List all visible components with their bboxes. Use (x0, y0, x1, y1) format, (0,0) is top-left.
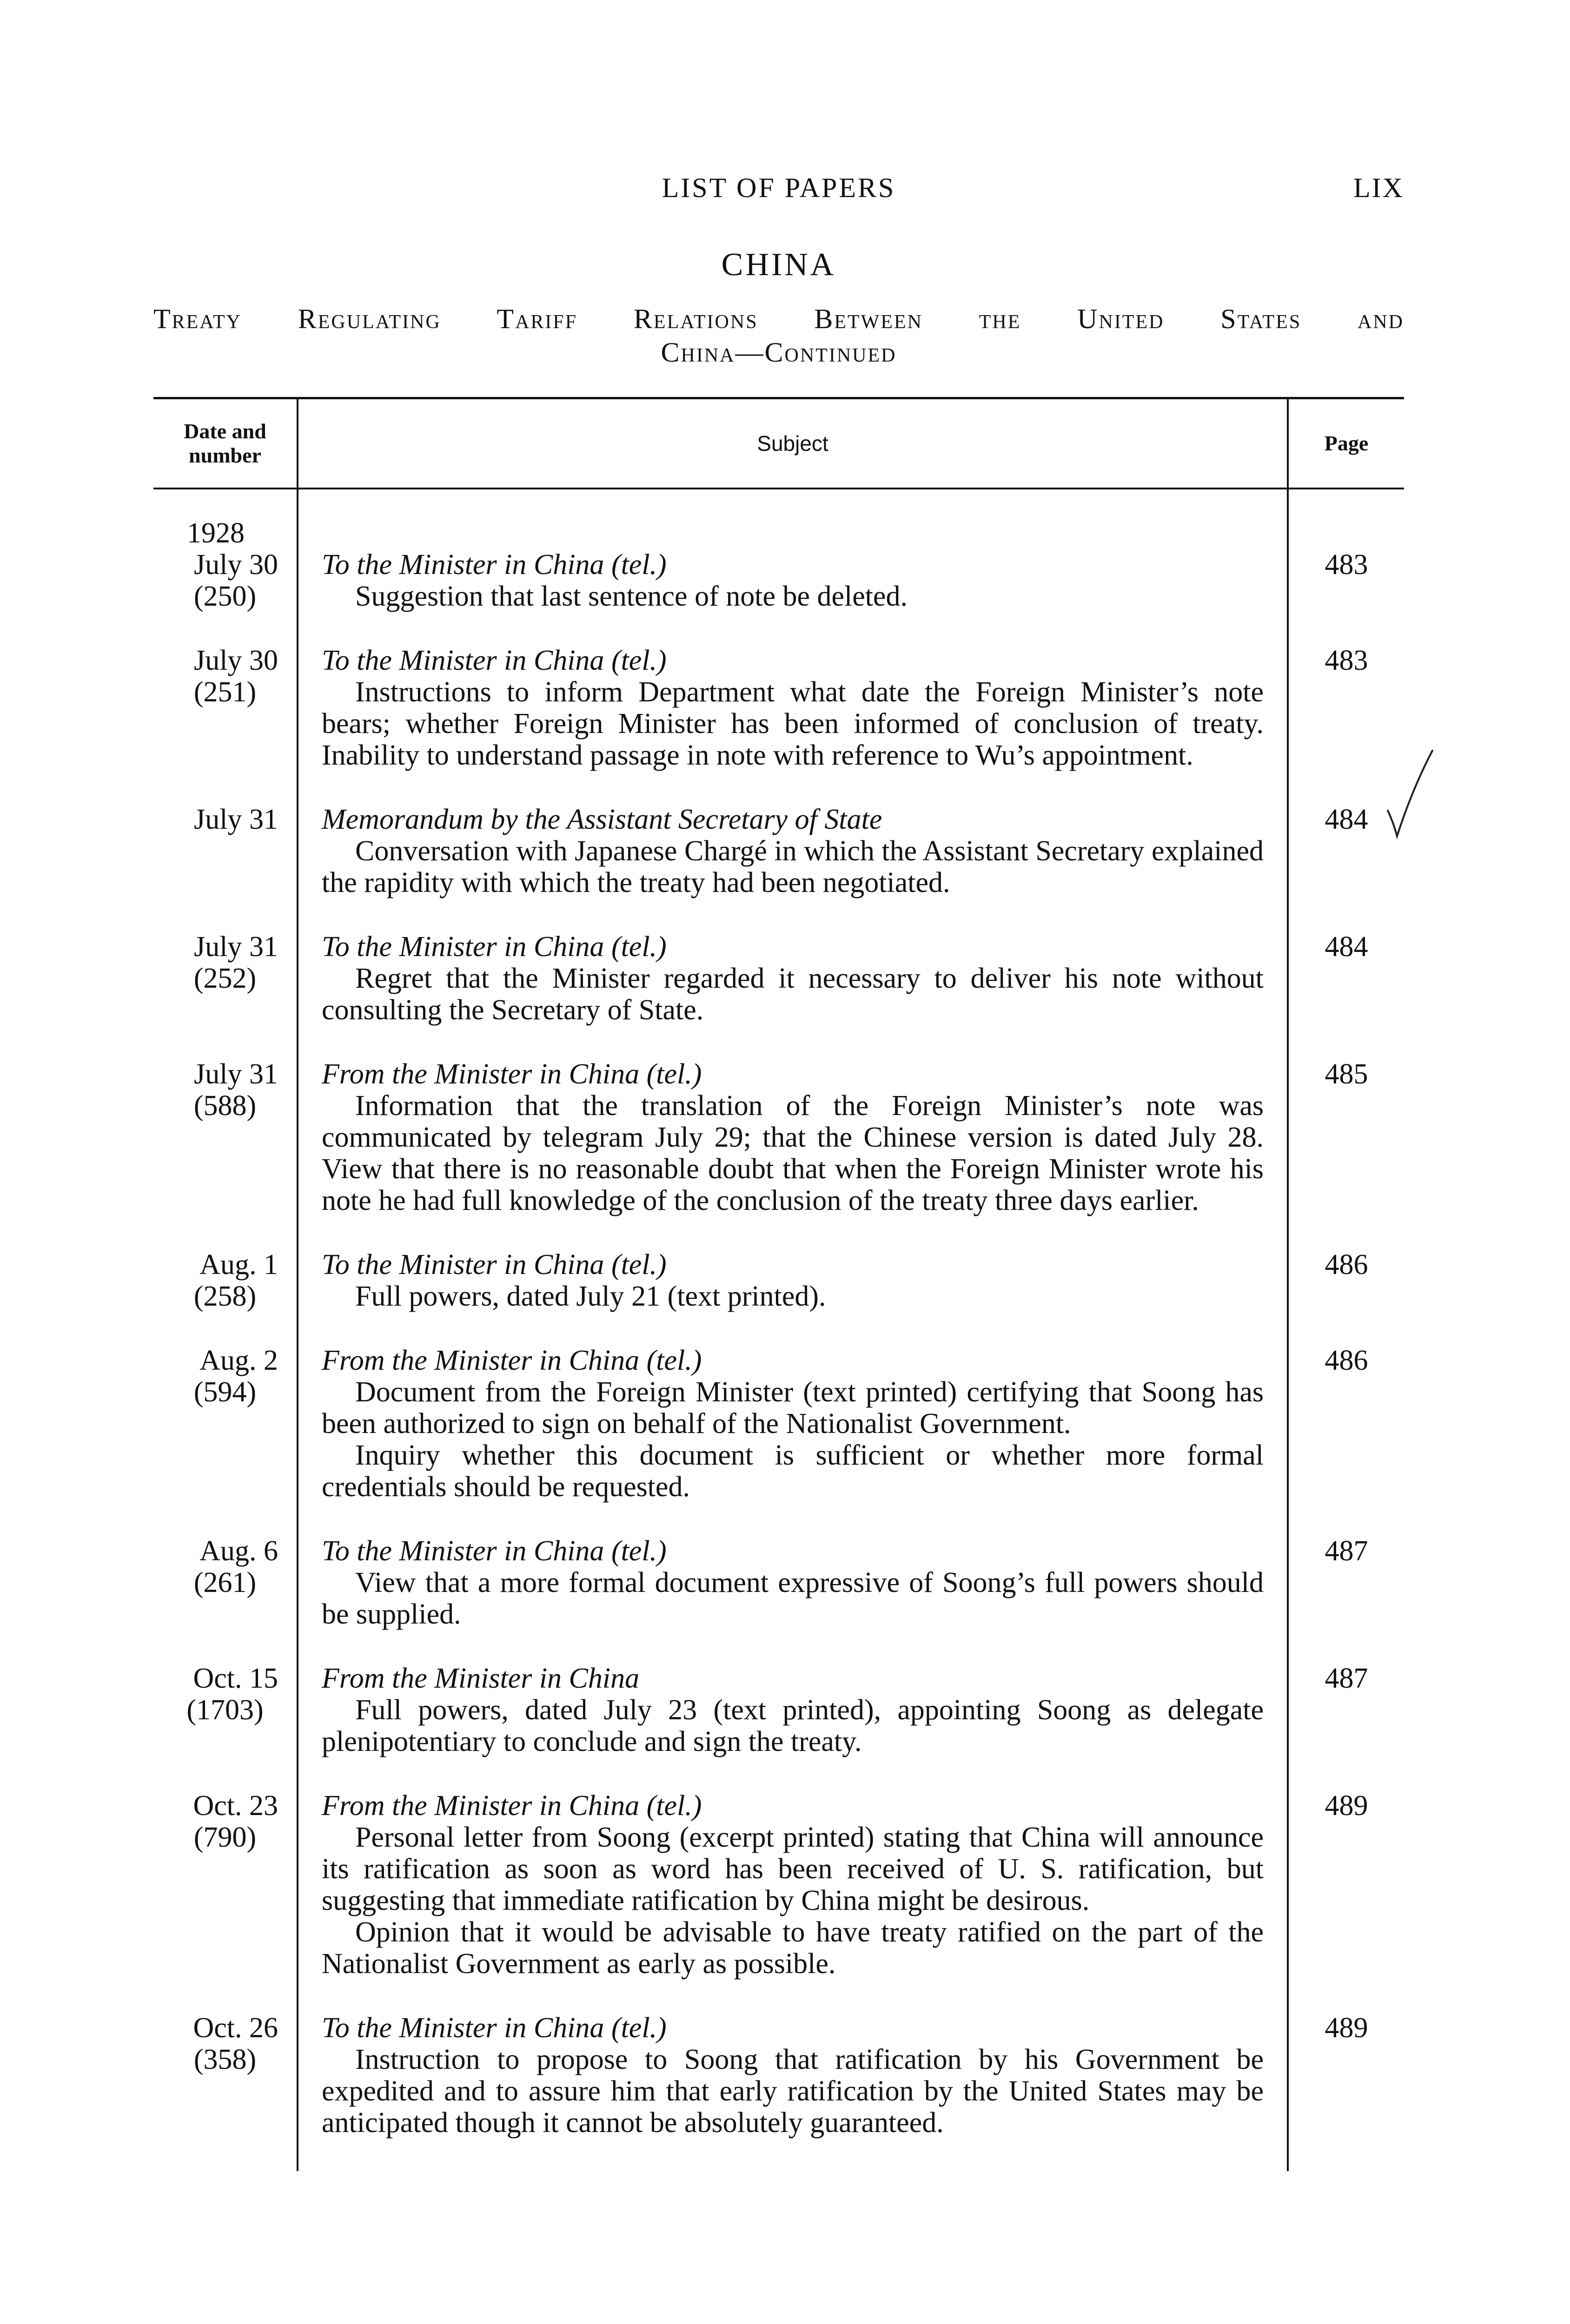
row-page-number: 487 (1325, 1663, 1368, 1694)
row-heading-text: Memorandum by the Assistant Secretary of State (322, 804, 882, 835)
table-row (153, 2012, 1404, 2171)
row-paragraph: Inquiry whether this document is sufficient or whether more formal credentials should be requested. (322, 1439, 1264, 1503)
table-row (153, 1663, 1404, 1790)
row-date-cell (153, 931, 298, 1058)
row-heading-text: From the Minister in China (322, 1345, 640, 1376)
row-heading-suffix: (tel.) (646, 1345, 702, 1376)
row-date: Oct. 26 (193, 2012, 278, 2044)
row-heading-text: From the Minister in China (322, 1058, 640, 1090)
row-page-number: 484 (1325, 931, 1368, 963)
header-date-line-1: Date and (184, 419, 266, 443)
section-title-line-1: Treaty Regulating Tariff Relations Between the United States and (153, 304, 1404, 334)
row-paragraph: Suggestion that last sentence of note be deleted. (355, 581, 908, 612)
row-subject-cell (298, 645, 1288, 804)
row-page-number: 487 (1325, 1535, 1368, 1567)
row-date-cell (153, 1345, 298, 1535)
table-row (153, 1535, 1404, 1663)
row-paragraph: Information that the translation of the Foreign Minister’s note was communicated by telegram July 29; that the Chinese version is dated July 28. View that there is no reasonable doubt that when the Foreign Minister wrote his note he had full knowledge of the conclusion of the treaty three days earlier. (322, 1090, 1264, 1216)
row-date-cell (153, 2012, 298, 2171)
row-date-cell (153, 1249, 298, 1345)
row-heading (322, 931, 1264, 963)
header-subject: Subject (298, 398, 1288, 489)
row-subject-cell (298, 1249, 1288, 1345)
row-heading-text: To the Minister in China (322, 2012, 604, 2044)
row-date: Aug. 2 (199, 1345, 278, 1376)
row-page-number: 489 (1325, 1790, 1368, 1822)
row-heading-text: From the Minister in China (322, 1663, 640, 1694)
row-paragraph: Opinion that it would be advisable to have treaty ratified on the part of the Nationalist Government as early as possible. (322, 1916, 1264, 1980)
row-number: (250) (193, 581, 257, 612)
table-row (153, 1345, 1404, 1535)
table-row (153, 804, 1404, 931)
row-subject-cell (298, 1058, 1288, 1249)
row-page-number: 489 (1325, 2012, 1368, 2044)
row-page-cell (1288, 931, 1404, 1058)
row-paragraph: Conversation with Japanese Chargé in which the Assistant Secretary explained the rapidity with which the treaty had been negotiated. (322, 835, 1264, 898)
year-label: 1928 (187, 517, 245, 549)
row-paragraph: Personal letter from Soong (excerpt printed) stating that China will announce its ratification as soon as word has been received of U. S. ratification, but suggesting that immediate ratification by China might be desirous. (322, 1822, 1264, 1916)
row-paragraph: Regret that the Minister regarded it necessary to deliver his note without consulting the Secretary of State. (322, 963, 1264, 1026)
row-date: Oct. 23 (193, 1790, 278, 1822)
row-number: (790) (193, 1822, 257, 1853)
row-number: (588) (193, 1090, 257, 1122)
row-date: Aug. 1 (199, 1249, 278, 1281)
row-heading (322, 1663, 1264, 1694)
row-subject-cell (298, 1345, 1288, 1535)
row-subject-cell (298, 2012, 1288, 2171)
row-paragraph: Instructions to inform Department what date the Foreign Minister’s note bears; whether Foreign Minister has been informed of conclusion of treaty. Inability to understand passage in note with reference to Wu’s appointment. (322, 676, 1264, 771)
row-page-number: 486 (1325, 1249, 1368, 1281)
row-date-cell (153, 645, 298, 804)
row-paragraph: Full powers, dated July 23 (text printed), appointing Soong as delegate plenipotentiary to conclude and sign the treaty. (322, 1694, 1264, 1757)
table-row (153, 931, 1404, 1058)
row-date-cell (153, 1790, 298, 2012)
row-page-cell (1288, 1345, 1404, 1535)
row-heading (322, 1058, 1264, 1090)
section-title-line-2: China—Continued (661, 337, 897, 368)
row-page-cell (1288, 1535, 1404, 1663)
row-heading-suffix: (tel.) (646, 1058, 702, 1090)
row-heading (322, 804, 1264, 835)
page-folio: LIX (1353, 172, 1404, 203)
row-heading-suffix: (tel.) (611, 1249, 667, 1281)
row-heading-suffix: (tel.) (611, 645, 667, 676)
row-heading-text: To the Minister in China (322, 549, 604, 581)
row-page-cell (1288, 1790, 1404, 2012)
row-number: (251) (193, 676, 257, 708)
row-paragraph: Instruction to propose to Soong that ratification by his Government be expedited and to assure him that early ratification by the United States may be anticipated though it cannot be absolutely guaranteed. (322, 2044, 1264, 2139)
row-date: Oct. 15 (193, 1663, 278, 1694)
header-date-and-number (153, 398, 298, 489)
row-paragraph: Document from the Foreign Minister (text printed) certifying that Soong has been authorized to sign on behalf of the Nationalist Government. (322, 1376, 1264, 1439)
row-page-number: 483 (1325, 645, 1368, 676)
row-date: July 31 (194, 804, 278, 835)
row-heading-text: To the Minister in China (322, 1249, 604, 1281)
row-heading (322, 645, 1264, 676)
table-row (153, 1058, 1404, 1249)
table-row (153, 1790, 1404, 2012)
row-heading-suffix: (tel.) (611, 2012, 667, 2044)
header-date-line-2: number (189, 443, 261, 467)
row-date: July 30 (194, 549, 278, 581)
row-page-cell (1288, 2012, 1404, 2171)
row-heading (322, 549, 1264, 581)
table-header-row (153, 398, 1404, 489)
row-number: (261) (193, 1567, 257, 1598)
row-date: July 31 (194, 931, 278, 963)
row-paragraph: Full powers, dated July 21 (text printed). (355, 1281, 826, 1312)
row-page-number: 486 (1325, 1345, 1368, 1376)
row-heading (322, 1790, 1264, 1822)
papers-table (153, 397, 1404, 2171)
row-page-number: 485 (1325, 1058, 1368, 1090)
row-subject-cell (298, 804, 1288, 931)
table-row (153, 489, 1404, 645)
table-row (153, 645, 1404, 804)
row-subject-cell (298, 489, 1288, 645)
row-subject-cell (298, 931, 1288, 1058)
row-heading-text: From the Minister in China (322, 1790, 640, 1822)
row-page-cell (1288, 1058, 1404, 1249)
row-number: (252) (193, 963, 257, 994)
section-title (153, 302, 1404, 369)
row-heading-text: To the Minister in China (322, 645, 604, 676)
row-heading-suffix: (tel.) (611, 1535, 667, 1567)
row-heading-suffix: (tel.) (611, 931, 667, 963)
row-page-cell (1288, 1663, 1404, 1790)
row-date: July 30 (194, 645, 278, 676)
running-head-title: LIST OF PAPERS (662, 172, 896, 203)
row-page-number: 483 (1325, 549, 1368, 581)
row-page-cell (1288, 804, 1404, 931)
row-date: July 31 (194, 1058, 278, 1090)
row-date-cell (153, 1535, 298, 1663)
row-subject-cell (298, 1790, 1288, 2012)
table-body (153, 489, 1404, 2171)
row-number: (358) (193, 2044, 257, 2075)
row-heading-text: To the Minister in China (322, 1535, 604, 1567)
running-head (153, 172, 1404, 214)
row-number: (1703) (186, 1694, 264, 1726)
country-heading: CHINA (721, 247, 836, 283)
row-page-cell (1288, 1249, 1404, 1345)
document-page (153, 172, 1404, 2171)
row-date-cell (153, 1663, 298, 1790)
row-heading (322, 1535, 1264, 1567)
row-heading (322, 1345, 1264, 1376)
row-date-cell (153, 489, 298, 645)
row-page-number: 484 (1325, 804, 1368, 835)
header-page: Page (1288, 398, 1404, 489)
row-date: Aug. 6 (199, 1535, 278, 1567)
row-subject-cell (298, 1535, 1288, 1663)
row-paragraph: View that a more formal document expressive of Soong’s full powers should be supplied. (322, 1567, 1264, 1630)
handwritten-check-icon (1384, 748, 1435, 841)
row-number: (258) (193, 1281, 257, 1312)
row-heading-suffix: (tel.) (646, 1790, 702, 1822)
row-date-cell (153, 804, 298, 931)
table-row (153, 1249, 1404, 1345)
row-heading (322, 1249, 1264, 1281)
row-heading-suffix: (tel.) (611, 549, 667, 581)
row-heading (322, 2012, 1264, 2044)
row-subject-cell (298, 1663, 1288, 1790)
row-date-cell (153, 1058, 298, 1249)
row-page-cell (1288, 489, 1404, 645)
row-heading-text: To the Minister in China (322, 931, 604, 963)
row-number: (594) (193, 1376, 257, 1408)
